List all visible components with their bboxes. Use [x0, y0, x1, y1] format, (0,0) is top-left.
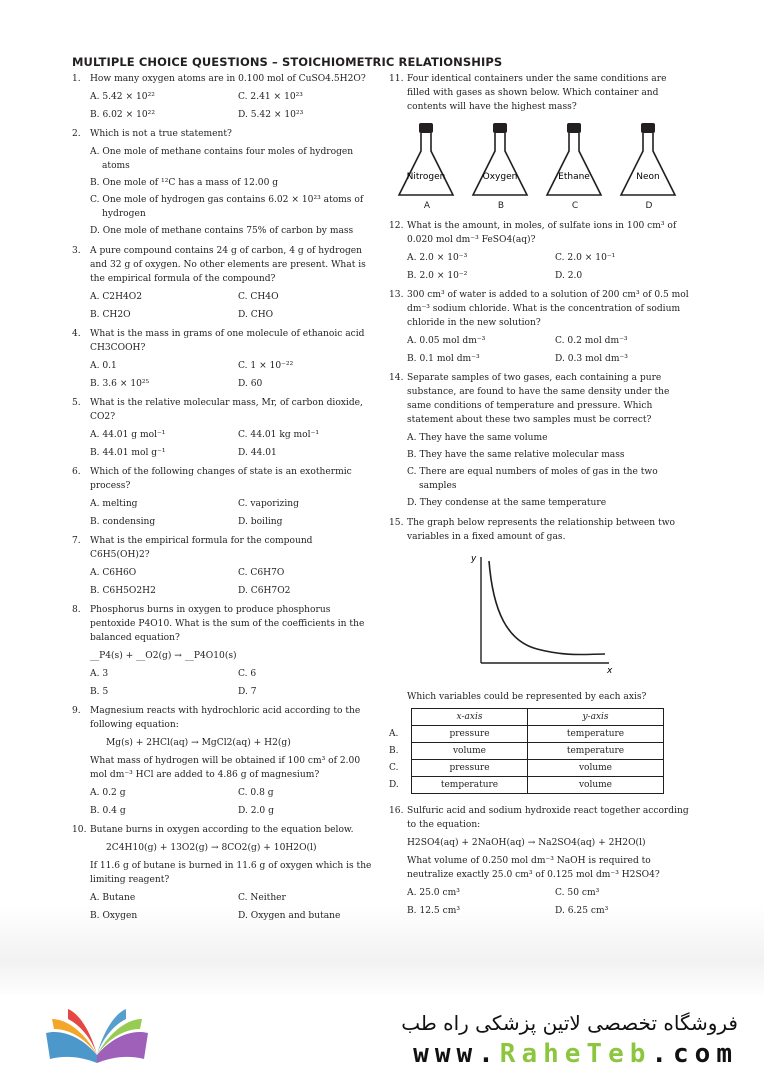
option-c: C. C6H7O [238, 568, 285, 578]
table-row: B. volume temperature [389, 743, 664, 760]
question-number: 1. [72, 74, 81, 84]
option-b: B. condensing [90, 517, 156, 527]
flask-gas-label: Neon [636, 172, 660, 182]
right-column [389, 72, 689, 923]
question-number: 16. [389, 806, 404, 816]
equation: Mg(s) + 2HCl(aq) → MgCl2(aq) + H2(g) [106, 738, 291, 748]
inverse-curve-graph [467, 551, 689, 680]
option-d: D. 5.42 × 10²³ [238, 110, 304, 120]
equation: 2C4H10(g) + 13O2(g) → 8CO2(g) + 10H2O(l) [106, 843, 317, 853]
question-number: 7. [72, 536, 81, 546]
question-15 [389, 516, 689, 548]
option-a: A. 3 [90, 669, 109, 679]
flask-a [395, 121, 459, 213]
flask-letter: C [571, 201, 579, 211]
question-number: 10. [72, 825, 87, 835]
option-d: D. 2.0 [555, 271, 583, 281]
question-stem-2: What mass of hydrogen will be obtained if 100 cm³ of 2.00 mol dm⁻³ HCl are added to 4.86 g of magnesium? [90, 756, 361, 780]
flask-d [617, 121, 681, 213]
question-16 [389, 804, 689, 920]
question-stem: What is the relative molecular mass, Mr, of carbon dioxide, CO2? [90, 398, 363, 422]
question-10 [72, 823, 374, 925]
option-c: C. 0.8 g [238, 788, 274, 798]
question-stem: Magnesium reacts with hydrochloric acid according to the following equation: [90, 706, 361, 730]
option-d: D. 7 [238, 687, 257, 697]
question-6 [72, 465, 374, 531]
flask-diagram [395, 121, 689, 213]
option-a: A. 0.05 mol dm⁻³ [407, 336, 486, 346]
option-d: D. Oxygen and butane [238, 911, 341, 921]
question-number: 8. [72, 605, 81, 615]
graph-svg [467, 551, 617, 675]
table-header-x: x-axis [412, 709, 528, 726]
option-d: D. 0.3 mol dm⁻³ [555, 354, 628, 364]
option-a: A. C2H4O2 [90, 292, 143, 302]
table-row: C. pressure volume [389, 760, 664, 777]
option-b: B. Oxygen [90, 911, 138, 921]
option-b: B. 5 [90, 687, 109, 697]
option-a: A. 44.01 g mol⁻¹ [90, 430, 166, 440]
footer-banner [0, 995, 764, 1080]
option-d: D. 2.0 g [238, 806, 274, 816]
option-a: A. Butane [90, 893, 136, 903]
option-b: B. 0.4 g [90, 806, 126, 816]
page-title: MULTIPLE CHOICE QUESTIONS – STOICHIOMETRIC RELATIONSHIPS [72, 55, 503, 69]
equation: H2SO4(aq) + 2NaOH(aq) → Na2SO4(aq) + 2H2O(l) [407, 838, 646, 848]
question-stem: What is the amount, in moles, of sulfate ions in 100 cm³ of 0.020 mol dm⁻³ FeSO4(aq)? [407, 221, 677, 245]
option-c: C. 6 [238, 669, 257, 679]
option-c: C. 1 × 10⁻²² [238, 361, 294, 371]
equation: __P4(s) + __O2(g) → __P4O10(s) [90, 651, 237, 661]
option-b: B. One mole of ¹²C has a mass of 12.00 g [90, 178, 279, 188]
option-d: D. boiling [238, 517, 283, 527]
conical-flask-icon [617, 121, 681, 199]
option-a: A. They have the same volume [407, 433, 548, 443]
question-number: 13. [389, 290, 404, 300]
option-a: A. One mole of methane contains four moles of hydrogen atoms [90, 147, 354, 171]
question-number: 15. [389, 518, 404, 528]
question-stem-2: What volume of 0.250 mol dm⁻³ NaOH is required to neutralize exactly 25.0 cm³ of 0.125 mol dm⁻³ H2SO4? [407, 856, 660, 880]
question-stem: Which is not a true statement? [90, 129, 232, 139]
flask-gas-label: Ethane [558, 172, 590, 182]
option-c: C. vaporizing [238, 499, 299, 509]
question-number: 9. [72, 706, 81, 716]
flask-b [469, 121, 533, 213]
flask-letter: D [645, 201, 653, 211]
table-row: D. temperature volume [389, 777, 664, 794]
flask-letter: B [497, 201, 505, 211]
option-b: B. They have the same relative molecular mass [407, 450, 625, 460]
flask-gas-label: Oxygen [482, 172, 518, 182]
question-number: 2. [72, 129, 81, 139]
left-column [72, 72, 374, 928]
question-stem: Butane burns in oxygen according to the equation below. [90, 825, 354, 835]
option-a: A. C6H6O [90, 568, 137, 578]
option-a: A. 0.2 g [90, 788, 126, 798]
question-14 [389, 371, 689, 513]
question-stem: What is the empirical formula for the compound C6H5(OH)2? [90, 536, 313, 560]
option-b: B. 6.02 × 10²² [90, 110, 155, 120]
question-stem: Separate samples of two gases, each containing a pure substance, are found to have the same density under the same conditions of temperature and pressure. Which statement about these two samples must be correct? [407, 373, 670, 425]
y-axis-label: y [471, 554, 477, 564]
option-b: B. C6H5O2H2 [90, 586, 156, 596]
question-2 [72, 127, 374, 241]
book-logo-icon [42, 1007, 152, 1072]
option-d: D. They condense at the same temperature [407, 498, 607, 508]
question-number: 4. [72, 329, 81, 339]
question-1 [72, 72, 374, 124]
option-c: C. 2.0 × 10⁻¹ [555, 253, 616, 263]
option-c: C. One mole of hydrogen gas contains 6.02 × 10²³ atoms of hydrogen [90, 195, 364, 219]
table-row: A. pressure temperature [389, 726, 664, 743]
conical-flask-icon [395, 121, 459, 199]
question-stem: Which of the following changes of state is an exothermic process? [90, 467, 352, 491]
question-stem: Phosphorus burns in oxygen to produce phosphorus pentoxide P4O10. What is the sum of the coefficients in the balanced equation? [90, 605, 365, 643]
question-5 [72, 396, 374, 462]
question-stem: How many oxygen atoms are in 0.100 mol of CuSO4.5H2O? [90, 74, 366, 84]
option-b: B. 12.5 cm³ [407, 906, 460, 916]
question-3 [72, 244, 374, 324]
conical-flask-icon [469, 121, 533, 199]
question-number: 6. [72, 467, 81, 477]
flask-letter: A [423, 201, 431, 211]
option-c: C. 44.01 kg mol⁻¹ [238, 430, 320, 440]
question-stem: A pure compound contains 24 g of carbon, 4 g of hydrogen and 32 g of oxygen. No other elements are present. What is the empirical formula of the compound? [90, 246, 366, 284]
option-d: D. C6H7O2 [238, 586, 291, 596]
question-13 [389, 288, 689, 368]
question-12 [389, 219, 689, 285]
option-d: D. 44.01 [238, 448, 277, 458]
question-stem: 300 cm³ of water is added to a solution of 200 cm³ of 0.5 mol dm⁻³ sodium chloride. What is the concentration of sodium chloride in the new solution? [407, 290, 689, 328]
x-axis-label: x [607, 666, 613, 675]
option-b: B. 44.01 mol g⁻¹ [90, 448, 166, 458]
question-number: 12. [389, 221, 404, 231]
option-d: D. 6.25 cm³ [555, 906, 609, 916]
brand-url: www.RaheTeb.com [413, 1039, 738, 1069]
question-11 [389, 72, 689, 118]
option-b: B. 3.6 × 10²⁵ [90, 379, 150, 389]
option-c: C. 2.41 × 10²³ [238, 92, 303, 102]
option-b: B. 0.1 mol dm⁻³ [407, 354, 480, 364]
flask-gas-label: Nitrogen [406, 172, 446, 182]
brand-name: فروشگاه تخصصی لاتین پزشکی راه طب [401, 1011, 738, 1035]
question-number: 3. [72, 246, 81, 256]
question-8 [72, 603, 374, 701]
option-a: A. melting [90, 499, 138, 509]
option-c: C. CH4O [238, 292, 279, 302]
flask-c [543, 121, 607, 213]
question-stem-2: Which variables could be represented by each axis? [407, 692, 647, 702]
question-stem: What is the mass in grams of one molecule of ethanoic acid CH3COOH? [90, 329, 365, 353]
question-number: 11. [389, 74, 404, 84]
conical-flask-icon [543, 121, 607, 199]
option-c: C. There are equal numbers of moles of gas in the two samples [407, 467, 658, 491]
option-a: A. 25.0 cm³ [407, 888, 460, 898]
question-stem-2: If 11.6 g of butane is burned in 11.6 g of oxygen which is the limiting reagent? [90, 861, 372, 885]
option-c: C. 0.2 mol dm⁻³ [555, 336, 628, 346]
option-d: D. CHO [238, 310, 274, 320]
option-a: A. 0.1 [90, 361, 117, 371]
option-a: A. 5.42 × 10²² [90, 92, 155, 102]
option-d: D. One mole of methane contains 75% of carbon by mass [90, 226, 354, 236]
option-c: C. Neither [238, 893, 286, 903]
table-header-y: y-axis [528, 709, 664, 726]
option-a: A. 2.0 × 10⁻³ [407, 253, 468, 263]
question-stem: Four identical containers under the same conditions are filled with gases as shown below. Which container and contents will have the highest mass? [407, 74, 667, 112]
hyperbola-curve [489, 561, 605, 655]
question-7 [72, 534, 374, 600]
option-c: C. 50 cm³ [555, 888, 600, 898]
question-9 [72, 704, 374, 820]
option-d: D. 60 [238, 379, 263, 389]
question-4 [72, 327, 374, 393]
question-stem: Sulfuric acid and sodium hydroxide react together according to the equation: [407, 806, 689, 830]
option-b: B. CH2O [90, 310, 131, 320]
question-number: 14. [389, 373, 404, 383]
question-number: 5. [72, 398, 81, 408]
answer-table [389, 708, 664, 794]
option-b: B. 2.0 × 10⁻² [407, 271, 468, 281]
question-stem: The graph below represents the relationship between two variables in a fixed amount of gas. [407, 518, 675, 542]
